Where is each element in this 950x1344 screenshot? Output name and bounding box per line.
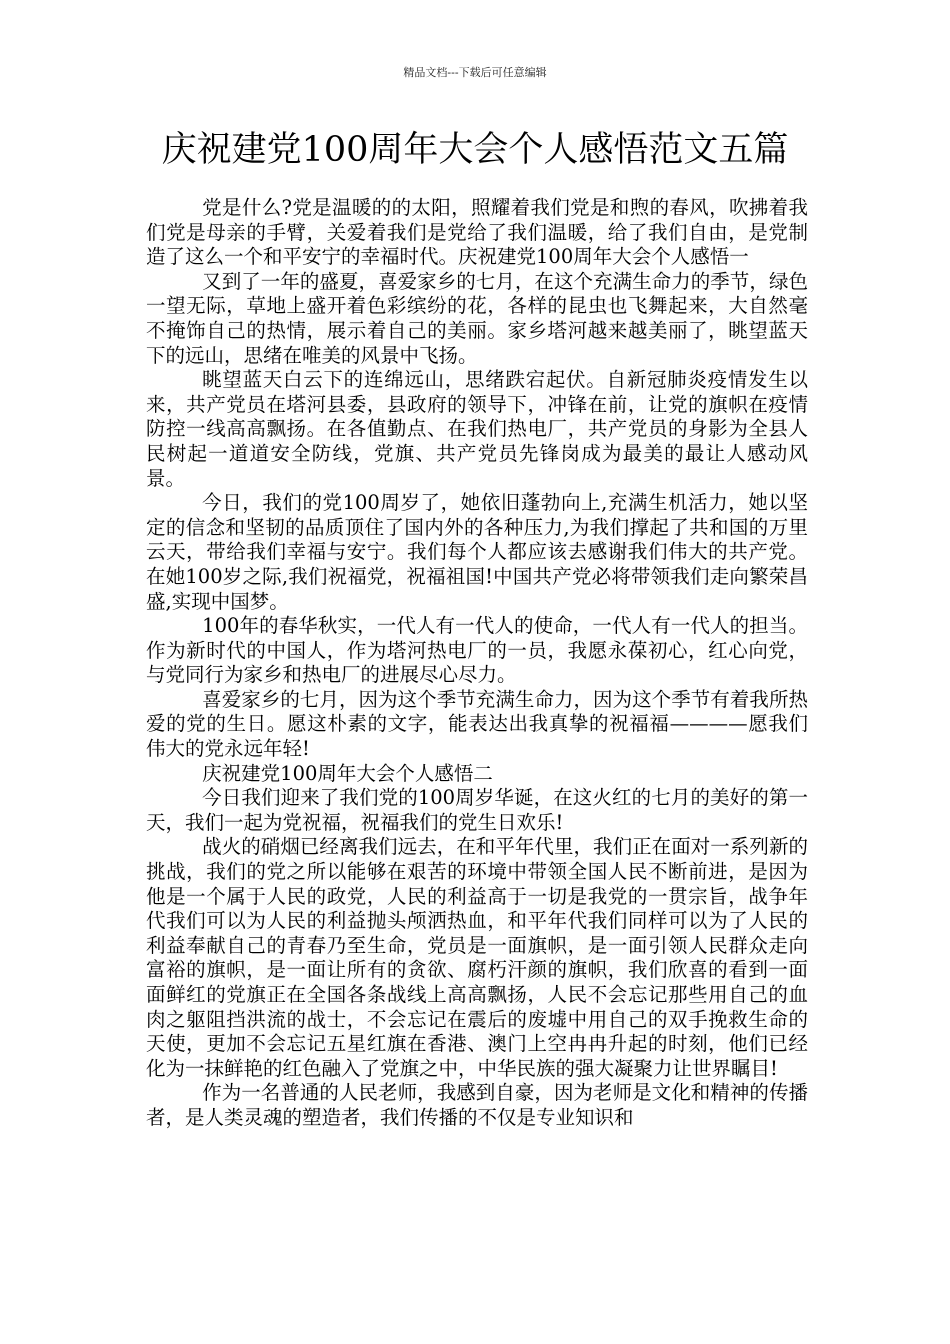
document-body [146, 196, 808, 1131]
paragraph: 喜爱家乡的七月，因为这个季节充满生命力，因为这个季节有着我所热爱的党的生日。愿这朴素的文字，能表达出我真挚的祝福福————愿我们伟大的党永远年轻! [146, 687, 808, 761]
paragraph-intro: 党是什么?党是温暖的的太阳，照耀着我们党是和煦的春风，吹拂着我们党是母亲的手臂，关爱着我们是党给了我们温暖，给了我们自由，是党制造了这么一个和平安宁的幸福时代。庆祝建党100周年大会个人感悟一 [146, 196, 808, 269]
paragraph: 又到了一年的盛夏，喜爱家乡的七月，在这个充满生命力的季节，绿色一望无际，草地上盛开着色彩缤纷的花，各样的昆虫也飞舞起来，大自然毫不掩饰自己的热情，展示着自己的美丽。家乡塔河越来越美丽了，眺望蓝天下的远山，思绪在唯美的风景中飞扬。 [146, 269, 808, 367]
document-title: 庆祝建党100周年大会个人感悟范文五篇 [161, 130, 789, 170]
paragraph: 作为一名普通的人民老师，我感到自豪，因为老师是文化和精神的传播者，是人类灵魂的塑造者，我们传播的不仅是专业知识和 [146, 1081, 808, 1129]
header-note: 精品文档---下载后可任意编辑 [403, 66, 547, 79]
section-heading: 庆祝建党100周年大会个人感悟二 [202, 761, 493, 785]
paragraph: 今日我们迎来了我们党的100周岁华诞，在这火红的七月的美好的第一天，我们一起为党祝福，祝福我们的党生日欢乐! [146, 786, 808, 834]
paragraph: 100年的春华秋实，一代人有一代人的使命，一代人有一代人的担当。作为新时代的中国人，作为塔河热电厂的一员，我愿永葆初心，红心向党，与党同行为家乡和热电厂的进展尽心尽力。 [146, 614, 808, 687]
paragraph: 眺望蓝天白云下的连绵远山，思绪跌宕起伏。自新冠肺炎疫情发生以来，共产党员在塔河县委，县政府的领导下，冲锋在前，让党的旗帜在疫情防控一线高高飘扬。在各值勤点、在我们热电厂，共产党员的身影为全县人民树起一道道安全防线，党旗、共产党员先锋岗成为最美的最让人感动风景。 [146, 368, 808, 490]
paragraph: 战火的硝烟已经离我们远去，在和平年代里，我们正在面对一系列新的挑战，我们的党之所以能够在艰苦的环境中带领全国人民不断前进，是因为他是一个属于人民的政党，人民的利益高于一切是我党的一贯宗旨，战争年代我们可以为人民的利益抛头颅洒热血，和平年代我们同样可以为了人民的利益奉献自己的青春乃至生命，党员是一面旗帜，是一面引领人民群众走向富裕的旗帜，是一面让所有的贪欲、腐朽汗颜的旗帜，我们欣喜的看到一面面鲜红的党旗正在全国各条战线上高高飘扬，人民不会忘记那些用自己的血肉之躯阻挡洪流的战士，不会忘记在震后的废墟中用自己的双手挽救生命的天使，更加不会忘记五星红旗在香港、澳门上空冉冉升起的时刻，他们已经化为一抹鲜艳的红色融入了党旗之中，中华民族的强大凝聚力让世界瞩目! [146, 835, 808, 1080]
paragraph: 今日，我们的党100周岁了，她依旧蓬勃向上,充满生机活力，她以坚定的信念和坚韧的品质顶住了国内外的各种压力,为我们撑起了共和国的万里云天，带给我们幸福与安宁。我们每个人都应该去感谢我们伟大的共产党。在她100岁之际,我们祝福党，祝福祖国!中国共产党必将带领我们走向繁荣昌盛,实现中国梦。 [146, 491, 808, 613]
